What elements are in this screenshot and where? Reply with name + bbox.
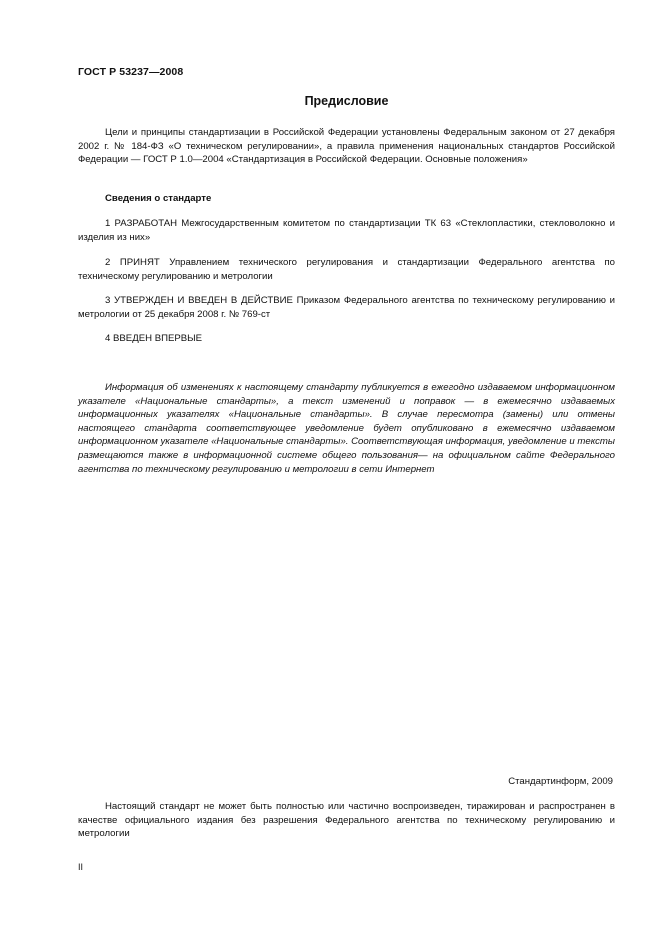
page-title: Предисловие <box>304 94 389 108</box>
info-heading: Сведения о стандарте <box>105 193 212 204</box>
document-id-header: ГОСТ Р 53237—2008 <box>78 66 184 78</box>
copyright-notice: Настоящий стандарт не может быть полностью или частично воспроизведен, тиражирован и распространен в качестве официального издания без разрешения Федерального агентства по техническому регулированию и метрологии <box>78 801 615 840</box>
info-item-4: 4 ВВЕДЕН ВПЕРВЫЕ <box>105 333 203 344</box>
publisher-line: Стандартинформ, 2009 <box>508 776 613 787</box>
info-item-2: 2 ПРИНЯТ Управлением технического регулирования и стандартизации Федерального агентства по техническому регулированию и метрологии <box>78 257 615 282</box>
changes-notice: Информация об изменениях к настоящему стандарту публикуется в ежегодно издаваемом информационном указателе «Национальные стандарты», а текст изменений и поправок — в ежемесячно издаваемых информационных указателях «Национальные стандарты». В случае пересмотра (замены) или отмены настоящего стандарта соответствующее уведомление будет опубликовано в ежемесячно издаваемом информационном указателе «Национальные стандарты». Соответствующая информация, уведомление и тексты размещаются также в информационной системе общего пользования— на официальном сайте Федерального агентства по техническому регулированию и метрологии в сети Интернет <box>78 382 615 475</box>
intro-paragraph: Цели и принципы стандартизации в Российской Федерации установлены Федеральным законом от 27 декабря 2002 г. № 184-ФЗ «О техническом регулировании», а правила применения национальных стандартов Российской Федерации — ГОСТ Р 1.0—2004 «Стандартизация в Российской Федерации. Основные положения» <box>78 127 615 166</box>
info-item-3: 3 УТВЕРЖДЕН И ВВЕДЕН В ДЕЙСТВИЕ Приказом Федерального агентства по техническому регулированию и метрологии от 25 декабря 2008 г. № 769-ст <box>78 295 615 320</box>
page-number: II <box>78 862 84 872</box>
info-item-1: 1 РАЗРАБОТАН Межгосударственным комитетом по стандартизации ТК 63 «Стеклопластики, стекловолокно и изделия из них» <box>78 218 615 243</box>
